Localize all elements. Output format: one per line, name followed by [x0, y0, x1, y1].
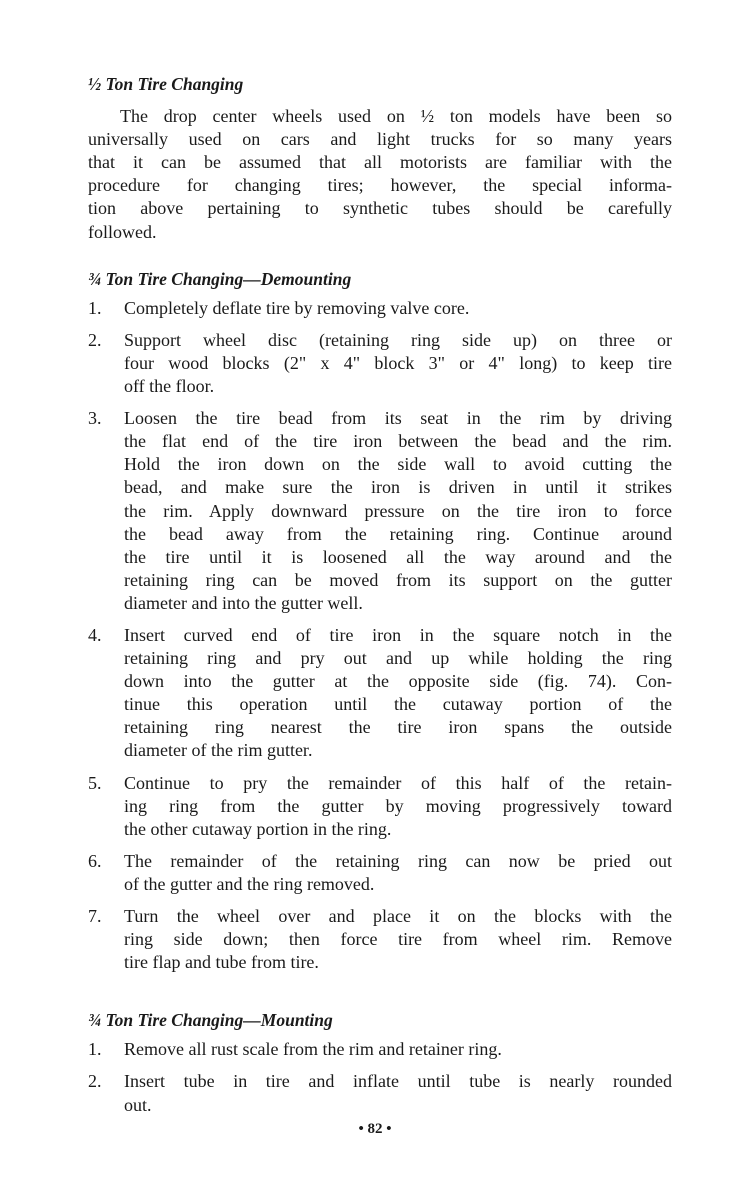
section-heading-mounting: ¾ Ton Tire Changing—Mounting [88, 1010, 333, 1031]
document-page [88, 73, 672, 1117]
text-line: four wood blocks (2" x 4" block 3" or 4" long) to keep tire [124, 352, 672, 373]
step-text [124, 297, 672, 320]
text-line: diameter of the rim gutter. [124, 740, 313, 761]
text-line: The remainder of the retaining ring can now be pried out [124, 850, 672, 871]
text-line: followed. [88, 221, 157, 242]
text-line: Insert curved end of tire iron in the square notch in the [124, 624, 672, 645]
text-line: retaining ring and pry out and up while holding the ring [124, 648, 672, 669]
text-line: the bead away from the retaining ring. Continue around [124, 523, 672, 544]
step-item [88, 1038, 672, 1061]
text-line: ring side down; then force tire from wheel rim. Remove [124, 929, 672, 950]
demounting-steps [88, 297, 672, 975]
step-item [88, 297, 672, 320]
step-text [124, 624, 672, 763]
step-number: 1. [88, 297, 102, 318]
text-line: tire flap and tube from tire. [124, 952, 319, 973]
text-line: diameter and into the gutter well. [124, 592, 363, 613]
step-text [124, 1038, 672, 1061]
section-heading-half-ton: ½ Ton Tire Changing [88, 74, 244, 94]
text-line: Completely deflate tire by removing valve core. [124, 297, 470, 318]
step-number: 5. [88, 772, 102, 793]
page-number: • 82 • [358, 1121, 392, 1137]
text-line: Insert tube in tire and inflate until tube is nearly rounded [124, 1071, 672, 1092]
text-line: the other cutaway portion in the ring. [124, 818, 392, 839]
step-item [88, 1070, 672, 1116]
text-line: universally used on cars and light trucks for so many years [88, 129, 672, 150]
step-item [88, 772, 672, 841]
text-line: retaining ring can be moved from its support on the gutter [124, 569, 672, 590]
text-line: Turn the wheel over and place it on the blocks with the [124, 906, 672, 926]
text-line: of the gutter and the ring removed. [124, 873, 375, 894]
text-line: out. [124, 1094, 152, 1115]
text-line: Remove all rust scale from the rim and retainer ring. [124, 1039, 502, 1060]
step-number: 2. [88, 329, 102, 350]
text-line: that it can be assumed that all motorists are familiar with the [88, 152, 672, 173]
text-line: Continue to pry the remainder of this half of the retain- [124, 772, 672, 793]
step-text [124, 329, 672, 398]
text-line: The drop center wheels used on ½ ton models have been so [120, 106, 672, 127]
step-text [124, 1070, 672, 1116]
step-text [124, 407, 672, 615]
text-line: ing ring from the gutter by moving progressively toward [124, 795, 672, 816]
step-number: 6. [88, 850, 102, 871]
step-number: 7. [88, 906, 102, 926]
text-line: Loosen the tire bead from its seat in the rim by driving [124, 408, 672, 429]
text-line: retaining ring nearest the tire iron spans the outside [124, 717, 672, 738]
text-line: the tire until it is loosened all the way around and the [124, 546, 672, 567]
step-text [124, 850, 672, 896]
step-item [88, 850, 672, 896]
step-item [88, 329, 672, 398]
step-number: 4. [88, 624, 102, 645]
section-heading-demounting: ¾ Ton Tire Changing—Demounting [88, 268, 352, 289]
text-line: tinue this operation until the cutaway portion of the [124, 694, 672, 715]
step-item [88, 624, 672, 763]
step-text [124, 772, 672, 841]
mounting-steps [88, 1038, 672, 1116]
text-line: the rim. Apply downward pressure on the tire iron to force [124, 500, 672, 521]
text-line: tion above pertaining to synthetic tubes should be carefully [88, 198, 672, 219]
step-number: 3. [88, 408, 102, 429]
text-line: Support wheel disc (retaining ring side up) on three or [124, 329, 672, 350]
text-line: bead, and make sure the iron is driven in until it strikes [124, 477, 672, 498]
text-line: Hold the iron down on the side wall to avoid cutting the [124, 454, 672, 475]
text-line: off the floor. [124, 376, 215, 397]
text-line: the flat end of the tire iron between the bead and the rim. [124, 431, 672, 452]
text-line: procedure for changing tires; however, the special informa- [88, 175, 672, 196]
step-text [124, 905, 672, 974]
step-item [88, 407, 672, 615]
step-number: 1. [88, 1039, 102, 1060]
step-number: 2. [88, 1071, 102, 1092]
text-line: down into the gutter at the opposite side (fig. 74). Con- [124, 671, 672, 692]
step-item [88, 905, 672, 974]
intro-paragraph [88, 105, 672, 244]
